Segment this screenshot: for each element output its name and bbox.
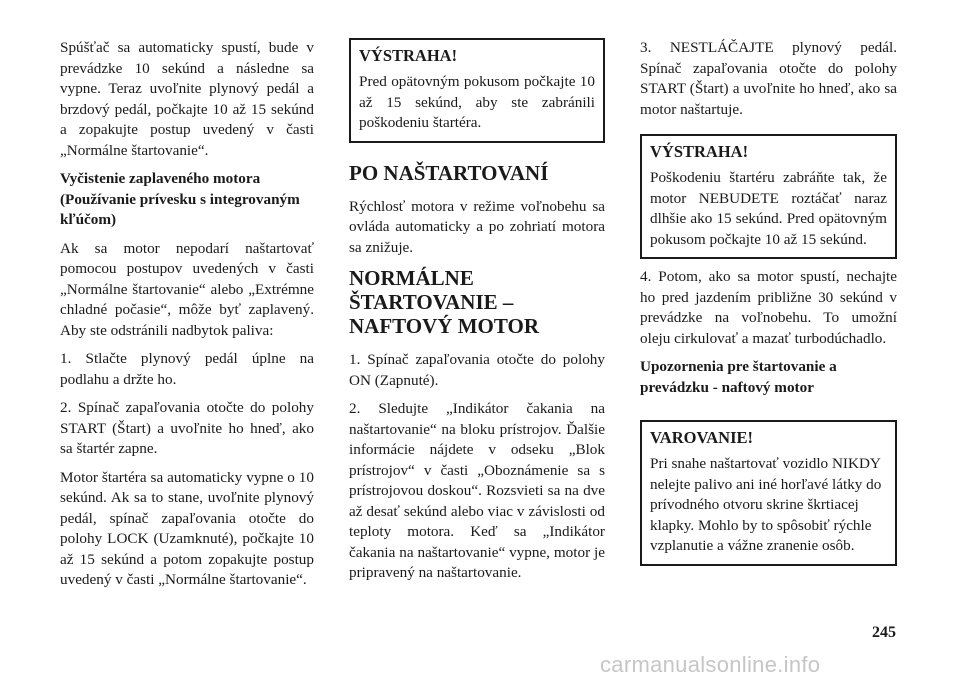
- page-number: 245: [872, 624, 896, 641]
- paragraph-starter-timeout: Motor štartéra sa automaticky vypne o 10 sekúnd. Ak sa to stane, uvoľnite plynový pedál, spínač zapaľovania otočte do polohy LOCK (Uzamknuté), počkajte 10 až 15 sekúnd a potom zopakujte postup uvedený v časti „Normálne štartovanie“.: [60, 468, 314, 588]
- diesel-step-2: 2. Sledujte „Indikátor čakania na naštartovanie“ na bloku prístrojov. Ďalšie informácie nájdete v odseku „Blok prístrojov“ v časti „Oboznámenie sa s prístrojovou doskou“. Rozsvieti sa na dve až desať sekúnd alebo viac v závislosti od teploty motora. Keď sa „Indikátor čakania na naštartovanie“ vypne, motor je pripravený na naštartovanie.: [349, 400, 605, 581]
- diesel-step-4: 4. Potom, ako sa motor spustí, nechajte ho pred jazdením približne 30 sekúnd v prevádzke na voľnobehu. To umožní oleju cirkulovať a mazať turbodúchadlo.: [640, 268, 897, 347]
- paragraph-starter-auto: Spúšťač sa automaticky spustí, bude v prevádzke 10 sekúnd a následne sa vypne. Teraz uvoľnite plynový pedál a brzdový pedál, počkajte 10 až 15 sekúnd a zopakujte postup uvedený v časti „Normálne štartovanie“.: [60, 39, 314, 159]
- diesel-step-1: 1. Spínač zapaľovania otočte do polohy ON (Zapnuté).: [349, 351, 605, 389]
- warning-box: [349, 38, 605, 143]
- subheading-flooded-engine: Vyčistenie zaplaveného motora (Používanie prívesku s integrovaným kľúčom): [60, 170, 300, 228]
- caution-box: [640, 420, 897, 566]
- middle-column: [349, 38, 605, 592]
- right-column: [640, 38, 897, 584]
- warning-text: Poškodeniu štartéru zabráňte tak, že motor NEBUDETE roztáčať naraz dlhšie ako 15 sekúnd. Pred opätovným pokusom počkajte 10 až 15 sekúnd.: [650, 169, 887, 248]
- warning-text: Pred opätovným pokusom počkajte 10 až 15 sekúnd, aby ste zabránili poškodeniu štartéra.: [359, 73, 595, 131]
- step-2: 2. Spínač zapaľovania otočte do polohy START (Štart) a uvoľnite ho hneď, ako sa štartér zapne.: [60, 399, 314, 457]
- step-1: 1. Stlačte plynový pedál úplne na podlahu a držte ho.: [60, 350, 314, 388]
- section-title-after-start: PO NAŠTARTOVANÍ: [349, 160, 549, 185]
- subheading-diesel-cautions: Upozornenia pre štartovanie a prevádzku - naftový motor: [640, 358, 837, 396]
- caution-text: Pri snahe naštartovať vozidlo NIKDY nelejte palivo ani iné horľavé látky do prívodného otvoru skrine škrtiacej klapky. Mohlo by to spôsobiť rýchle vzplanutie a vážne zranenie osôb.: [650, 455, 882, 554]
- warning-title: VÝSTRAHA!: [359, 46, 458, 65]
- section-title-diesel-start: NORMÁLNE ŠTARTOVANIE – NAFTOVÝ MOTOR: [349, 266, 539, 338]
- warning-title: VÝSTRAHA!: [650, 142, 749, 161]
- warning-box-starter: [640, 134, 897, 259]
- caution-title: VAROVANIE!: [650, 428, 753, 447]
- watermark: carmanualsonline.info: [600, 652, 821, 677]
- left-column: [60, 38, 314, 599]
- diesel-step-3: 3. NESTLÁČAJTE plynový pedál. Spínač zapaľovania otočte do polohy START (Štart) a uvoľnite ho hneď, ako sa motor naštartuje.: [640, 39, 897, 118]
- paragraph-idle-speed: Rýchlosť motora v režime voľnobehu sa ovláda automaticky a po zohriatí motora sa znižuje.: [349, 197, 605, 256]
- paragraph-flooded-intro: Ak sa motor nepodarí naštartovať pomocou postupov uvedených v časti „Normálne štartovanie“ alebo „Extrémne chladné počasie“, môže byť zaplavený. Aby ste odstránili nadbytok paliva:: [60, 239, 314, 339]
